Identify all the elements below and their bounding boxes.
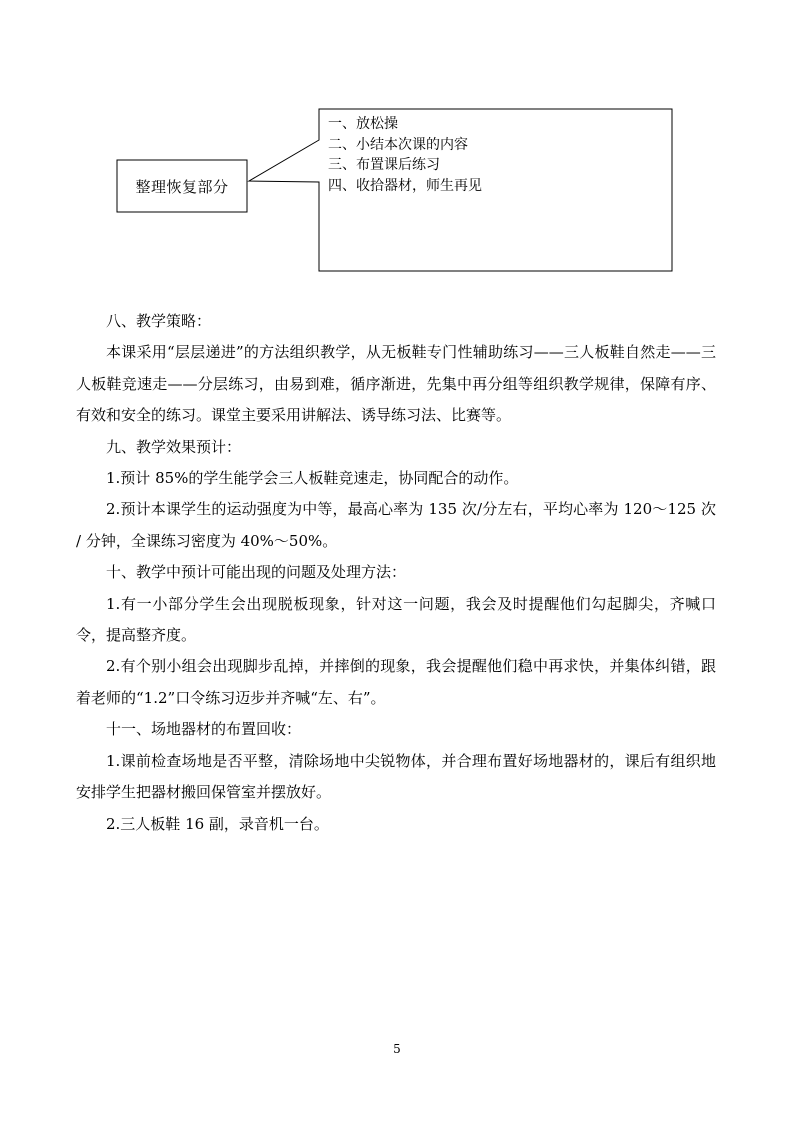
step-item: 四、收拾器材，师生再见: [328, 177, 482, 194]
step-item: 一、放松操: [328, 116, 398, 132]
section-label: 整理恢复部分: [135, 177, 229, 196]
paragraph: 1.课前检查场地是否平整，清除场地中尖锐物体，并合理布置好场地器材的，课后有组织地安排学生把器材搬回保管室并摆放好。: [76, 751, 716, 802]
page-number: 5: [393, 1042, 401, 1056]
section-heading: 八、教学策略：: [106, 312, 212, 330]
step-item: 二、小结本次课的内容: [328, 136, 468, 153]
section-heading: 九、教学效果预计：: [106, 437, 242, 456]
step-item: 三、布置课后练习: [328, 157, 440, 173]
paragraph: 2.三人板鞋 16 副，录音机一台。: [106, 814, 329, 833]
section-heading: 十一、场地器材的布置回收：: [106, 720, 302, 739]
document-body: [76, 306, 716, 840]
paragraph: 本课采用“层层递进”的方法组织教学，从无板鞋专门性辅助练习——三人板鞋自然走——三人板鞋竞速走——分层练习，由易到难，循序渐进，先集中再分组等组织教学规律，保障有序、有效和安全的练习。课堂主要采用讲解法、诱导练习法、比赛等。: [76, 343, 716, 425]
section-heading: 十、教学中预计可能出现的问题及处理方法：: [106, 563, 407, 582]
step-list: [328, 114, 668, 196]
paragraph: 1.预计 85%的学生能学会三人板鞋竞速走，协同配合的动作。: [106, 469, 519, 488]
paragraph: 1.有一小部分学生会出现脱板现象，针对这一问题，我会及时提醒他们勾起脚尖，齐喊口令，提高整齐度。: [76, 594, 716, 645]
paragraph: 2.有个别小组会出现脚步乱掉，并摔倒的现象，我会提醒他们稳中再求快，并集体纠错，跟着老师的“1.2”口令练习迈步并齐喊“左、右”。: [76, 657, 716, 707]
paragraph: 2.预计本课学生的运动强度为中等，最高心率为 135 次/分左右，平均心率为 120～125 次 / 分钟，全课练习密度为 40%～50%。: [76, 500, 716, 550]
